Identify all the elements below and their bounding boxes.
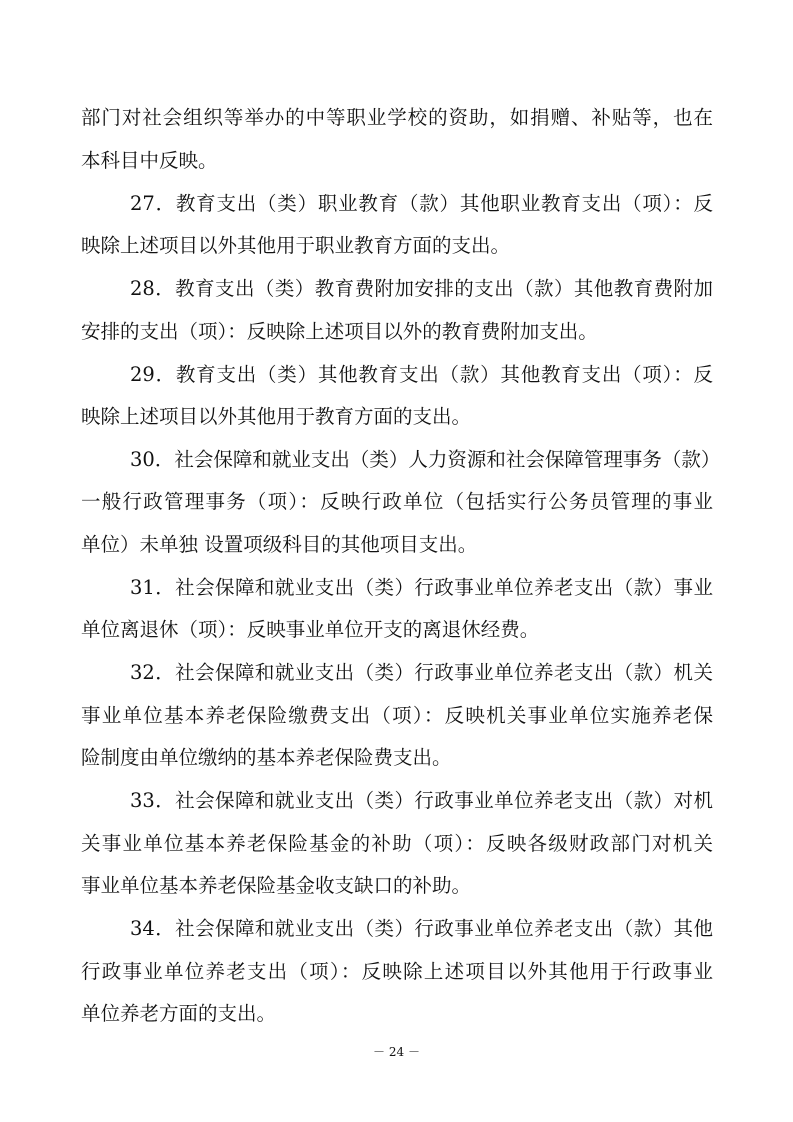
paragraph-31-line-1: 31．社会保障和就业支出（类）行政事业单位养老支出（款）事业	[130, 576, 713, 599]
paragraph-29-line-1: 29．教育支出（类）其他教育支出（款）其他教育支出（项）：反	[130, 363, 713, 386]
paragraph-34-line-1: 34．社会保障和就业支出（类）行政事业单位养老支出（款）其他	[130, 917, 713, 940]
paragraph-30-line-3: 单位）未单独 设置项级科目的其他项目支出。	[81, 533, 478, 556]
paragraph-27-line-1: 27．教育支出（类）职业教育（款）其他职业教育支出（项）：反	[130, 192, 713, 215]
paragraph-29-line-2: 映除上述项目以外其他用于教育方面的支出。	[81, 405, 472, 428]
paragraph-28-line-2: 安排的支出（项）：反映除上述项目以外的教育费附加支出。	[81, 320, 598, 343]
paragraph-31-line-2: 单位离退休（项）：反映事业单位开支的离退休经费。	[81, 618, 540, 641]
paragraph-27-line-2: 映除上述项目以外其他用于职业教育方面的支出。	[81, 234, 511, 257]
paragraph-32-line-2: 事业单位基本养老保险缴费支出（项）：反映机关事业单位实施养老保	[81, 704, 713, 727]
text-line: 本科目中反映。	[81, 149, 218, 172]
paragraph-32-line-3: 险制度由单位缴纳的基本养老保险费支出。	[81, 746, 452, 769]
paragraph-30-line-1: 30．社会保障和就业支出（类）人力资源和社会保障管理事务（款）	[130, 448, 721, 471]
page-number: － 24 －	[373, 1045, 420, 1059]
paragraph-34-line-2: 行政事业单位养老支出（项）：反映除上述项目以外其他用于行政事业	[81, 960, 713, 983]
paragraph-32-line-1: 32．社会保障和就业支出（类）行政事业单位养老支出（款）机关	[130, 661, 713, 684]
paragraph-34-line-3: 单位养老方面的支出。	[81, 1002, 277, 1025]
paragraph-33-line-1: 33．社会保障和就业支出（类）行政事业单位养老支出（款）对机	[130, 789, 713, 812]
paragraph-33-line-3: 事业单位基本养老保险基金收支缺口的补助。	[81, 874, 472, 897]
paragraph-28-line-1: 28．教育支出（类）教育费附加安排的支出（款）其他教育费附加	[130, 277, 713, 300]
paragraph-30-line-2: 一般行政管理事务（项）：反映行政单位（包括实行公务员管理的事业	[81, 490, 713, 513]
paragraph-33-line-2: 关事业单位基本养老保险基金的补助（项）：反映各级财政部门对机关	[81, 832, 713, 855]
text-line: 部门对社会组织等举办的中等职业学校的资助，如捐赠、补贴等，也在	[81, 106, 713, 129]
